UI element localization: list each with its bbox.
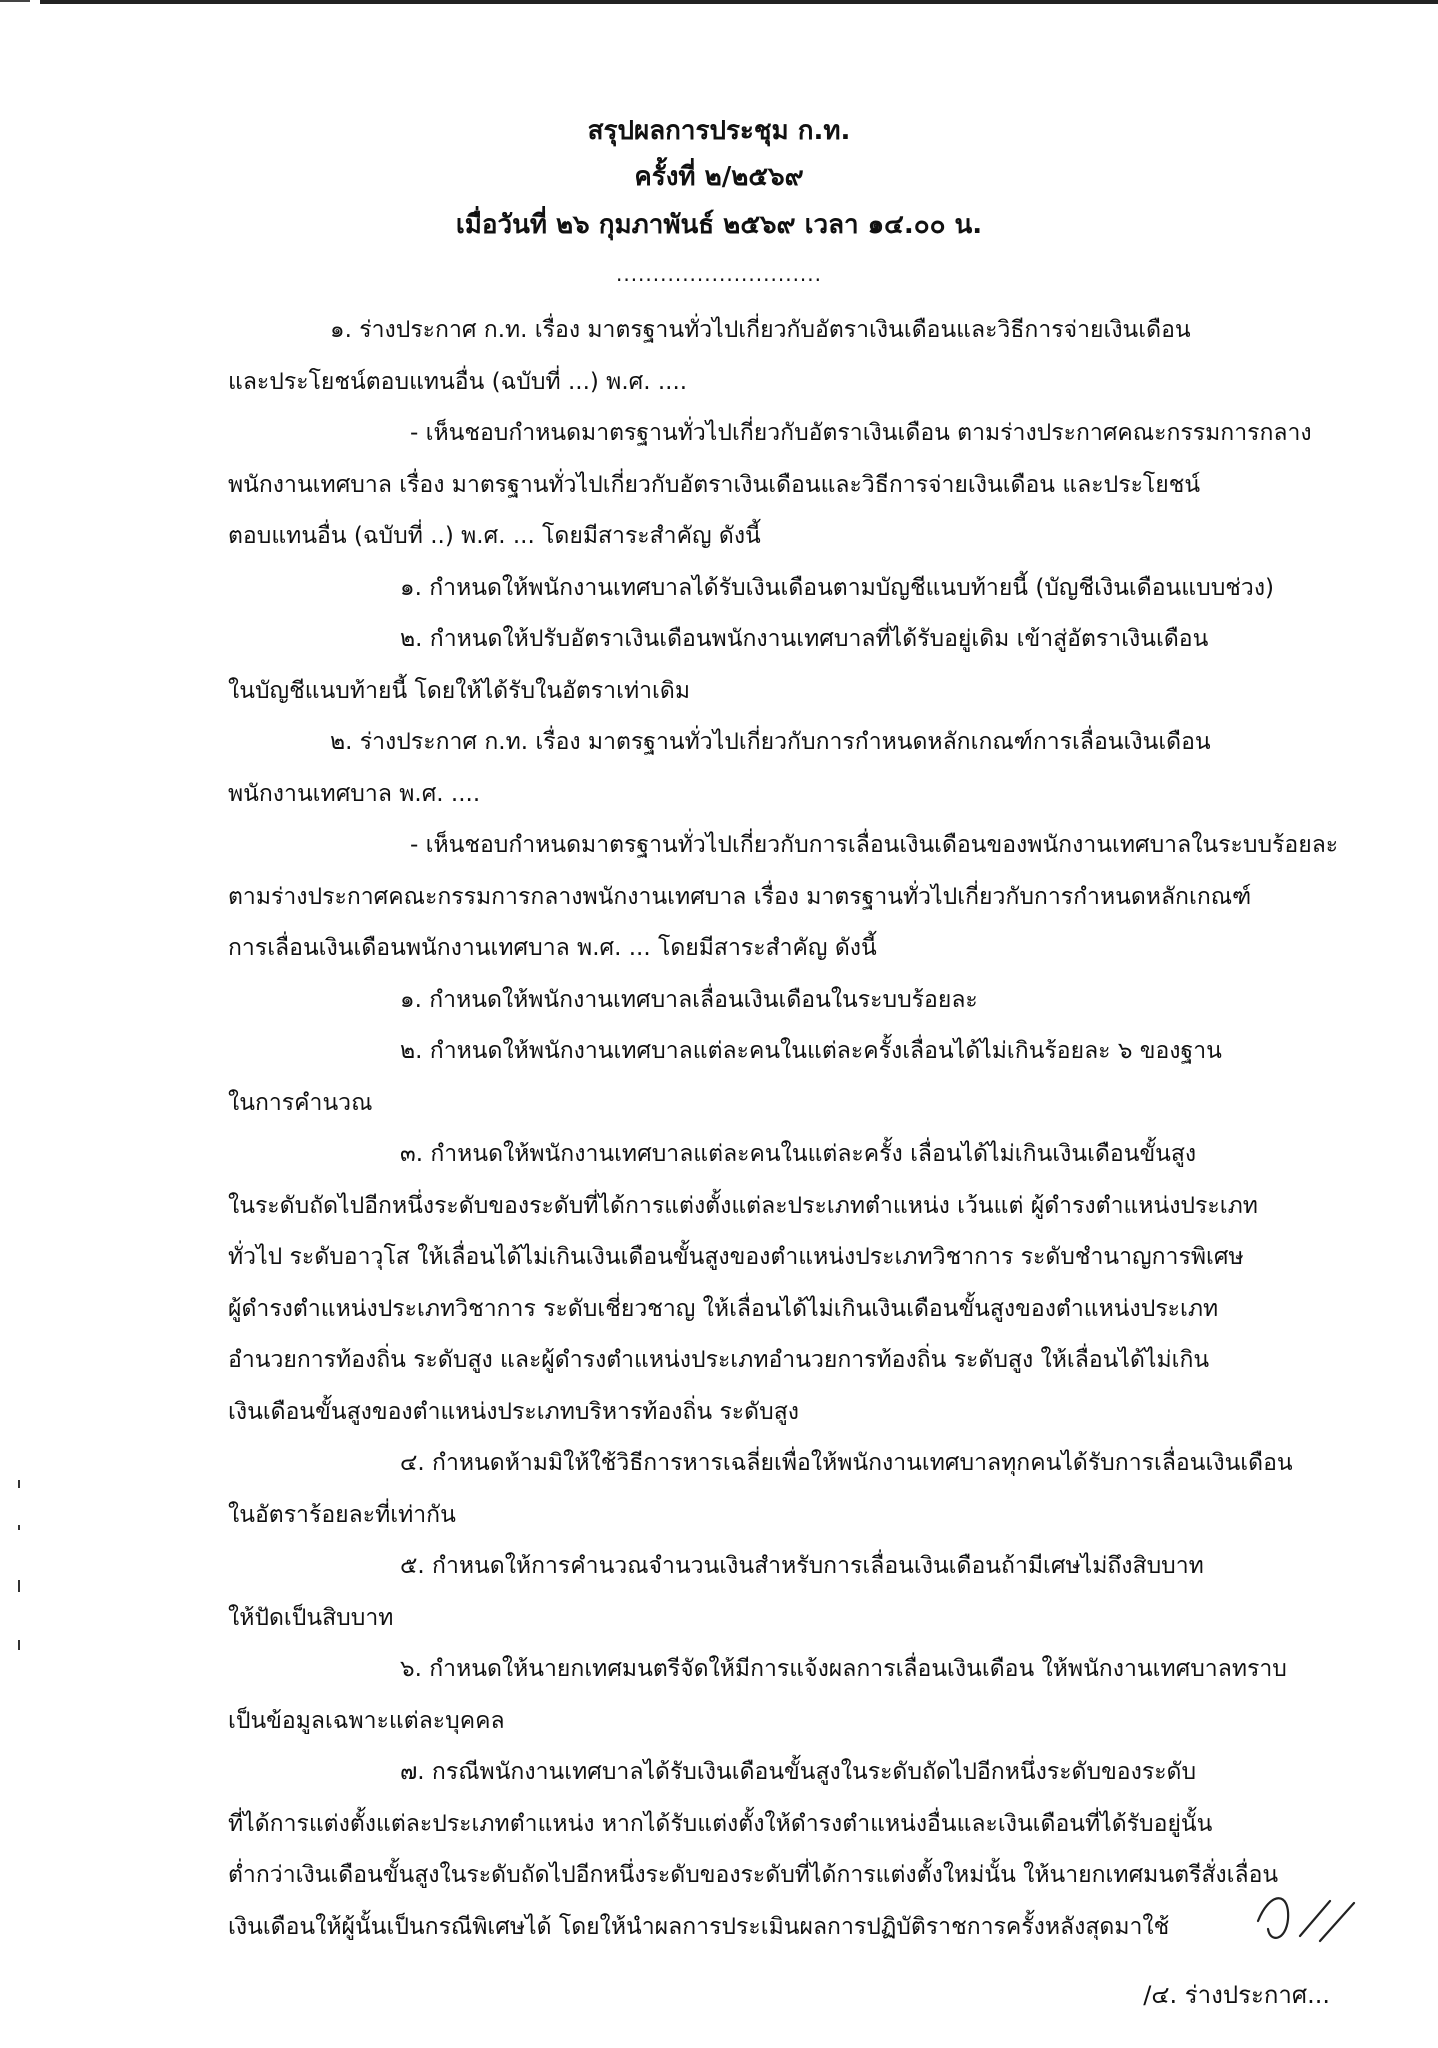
text-line: ๕. กำหนดให้การคำนวณจำนวนเงินสำหรับการเลื่อนเงินเดือนถ้ามีเศษไม่ถึงสิบบาท (400, 1553, 1204, 1579)
text-line: พนักงานเทศบาล พ.ศ. .... (228, 781, 481, 807)
header-divider: ............................ (615, 262, 822, 286)
text-line: ตอบแทนอื่น (ฉบับที่ ..) พ.ศ. ... โดยมีสาระสำคัญ ดังนี้ (228, 523, 761, 549)
text-line: ๑. กำหนดให้พนักงานเทศบาลเลื่อนเงินเดือนในระบบร้อยละ (400, 987, 978, 1013)
scan-margin-mark (18, 1525, 20, 1530)
item-1-heading: ๑. ร่างประกาศ ก.ท. เรื่อง มาตรฐานทั่วไปเกี่ยวกับอัตราเงินเดือนและวิธีการจ่ายเงินเดือน (330, 317, 1191, 343)
text-line: อำนวยการท้องถิ่น ระดับสูง และผู้ดำรงตำแหน่งประเภทอำนวยการท้องถิ่น ระดับสูง ให้เลื่อนได้ไม่เกิน (228, 1347, 1210, 1373)
text-line: - เห็นชอบกำหนดมาตรฐานทั่วไปเกี่ยวกับอัตราเงินเดือน ตามร่างประกาศคณะกรรมการกลาง (410, 420, 1312, 446)
signature-stroke (1320, 1903, 1354, 1941)
item-2-heading: ๒. ร่างประกาศ ก.ท. เรื่อง มาตรฐานทั่วไปเกี่ยวกับการกำหนดหลักเกณฑ์การเลื่อนเงินเดือน (330, 729, 1211, 755)
text-line: ๒. กำหนดให้พนักงานเทศบาลแต่ละคนในแต่ละครั้งเลื่อนได้ไม่เกินร้อยละ ๖ ของฐาน (400, 1038, 1222, 1064)
text-line: พนักงานเทศบาล เรื่อง มาตรฐานทั่วไปเกี่ยวกับอัตราเงินเดือนและวิธีการจ่ายเงินเดือน และประโยชน์ (228, 472, 1201, 498)
text-line: ในระดับถัดไปอีกหนึ่งระดับของระดับที่ได้การแต่งตั้งแต่ละประเภทตำแหน่ง เว้นแต่ ผู้ดำรงตำแหน่งประเภท (228, 1193, 1258, 1219)
text-line: ๗. กรณีพนักงานเทศบาลได้รับเงินเดือนขั้นสูงในระดับถัดไปอีกหนึ่งระดับของระดับ (400, 1759, 1197, 1785)
scan-margin-mark (18, 1480, 20, 1488)
continuation-note: /๔. ร่างประกาศ... (1143, 1981, 1330, 2009)
meeting-number: ครั้งที่ ๒/๒๕๖๙ (634, 162, 804, 192)
text-line: เงินเดือนให้ผู้นั้นเป็นกรณีพิเศษได้ โดยให้นำผลการประเมินผลการปฏิบัติราชการครั้งหลังสุดมาใช้ (228, 1914, 1170, 1940)
text-line: ๑. กำหนดให้พนักงานเทศบาลได้รับเงินเดือนตามบัญชีแนบท้ายนี้ (บัญชีเงินเดือนแบบช่วง) (400, 575, 1275, 601)
scan-margin-mark (18, 1640, 20, 1650)
text-line: ๓. กำหนดให้พนักงานเทศบาลแต่ละคนในแต่ละครั้ง เลื่อนได้ไม่เกินเงินเดือนขั้นสูง (400, 1141, 1197, 1167)
signature-stroke (1258, 1898, 1288, 1938)
scan-edge-mark (0, 0, 30, 2)
text-line: ผู้ดำรงตำแหน่งประเภทวิชาการ ระดับเชี่ยวชาญ ให้เลื่อนได้ไม่เกินเงินเดือนขั้นสูงของตำแหน่งประเภท (228, 1296, 1219, 1322)
text-line: - เห็นชอบกำหนดมาตรฐานทั่วไปเกี่ยวกับการเลื่อนเงินเดือนของพนักงานเทศบาลในระบบร้อยละ (410, 832, 1339, 858)
text-line: ๔. กำหนดห้ามมิให้ใช้วิธีการหารเฉลี่ยเพื่อให้พนักงานเทศบาลทุกคนได้รับการเลื่อนเงินเดือน (400, 1450, 1293, 1476)
text-line: ตามร่างประกาศคณะกรรมการกลางพนักงานเทศบาล เรื่อง มาตรฐานทั่วไปเกี่ยวกับการกำหนดหลักเกณฑ์ (228, 884, 1252, 910)
text-line: การเลื่อนเงินเดือนพนักงานเทศบาล พ.ศ. ... โดยมีสาระสำคัญ ดังนี้ (228, 935, 877, 961)
text-line: เงินเดือนขั้นสูงของตำแหน่งประเภทบริหารท้องถิ่น ระดับสูง (228, 1399, 799, 1425)
text-line: ทั่วไป ระดับอาวุโส ให้เลื่อนได้ไม่เกินเงินเดือนขั้นสูงของตำแหน่งประเภทวิชาการ ระดับชำนาญการพิเศษ (228, 1244, 1244, 1270)
text-line: ในอัตราร้อยละที่เท่ากัน (228, 1502, 456, 1528)
text-line: ในบัญชีแนบท้ายนี้ โดยให้ได้รับในอัตราเท่าเดิม (228, 678, 690, 704)
text-line: ที่ได้การแต่งตั้งแต่ละประเภทตำแหน่ง หากได้รับแต่งตั้งให้ดำรงตำแหน่งอื่นและเงินเดือนที่ได้รับอยู่นั้น (228, 1811, 1213, 1837)
scan-margin-mark (18, 1580, 20, 1592)
meeting-date-time: เมื่อวันที่ ๒๖ กุมภาพันธ์ ๒๕๖๙ เวลา ๑๔.๐๐ น. (455, 210, 983, 240)
text-line: และประโยชน์ตอบแทนอื่น (ฉบับที่ ...) พ.ศ. .... (228, 369, 688, 395)
text-line: ต่ำกว่าเงินเดือนขั้นสูงในระดับถัดไปอีกหนึ่งระดับของระดับที่ได้การแต่งตั้งใหม่นั้น ให้นายกเทศมนตรีสั่งเลื่อน (228, 1862, 1279, 1888)
scan-top-border (40, 0, 1438, 4)
text-line: ในการคำนวณ (228, 1090, 373, 1116)
signature-stroke (1300, 1901, 1330, 1936)
text-line: เป็นข้อมูลเฉพาะแต่ละบุคคล (228, 1708, 505, 1734)
document-title: สรุปผลการประชุม ก.ท. (587, 116, 851, 146)
text-line: ๒. กำหนดให้ปรับอัตราเงินเดือนพนักงานเทศบาลที่ได้รับอยู่เดิม เข้าสู่อัตราเงินเดือน (400, 626, 1209, 652)
text-line: ให้ปัดเป็นสิบบาท (228, 1605, 394, 1631)
initials-signature (1250, 1881, 1360, 1951)
text-line: ๖. กำหนดให้นายกเทศมนตรีจัดให้มีการแจ้งผลการเลื่อนเงินเดือน ให้พนักงานเทศบาลทราบ (400, 1656, 1287, 1682)
